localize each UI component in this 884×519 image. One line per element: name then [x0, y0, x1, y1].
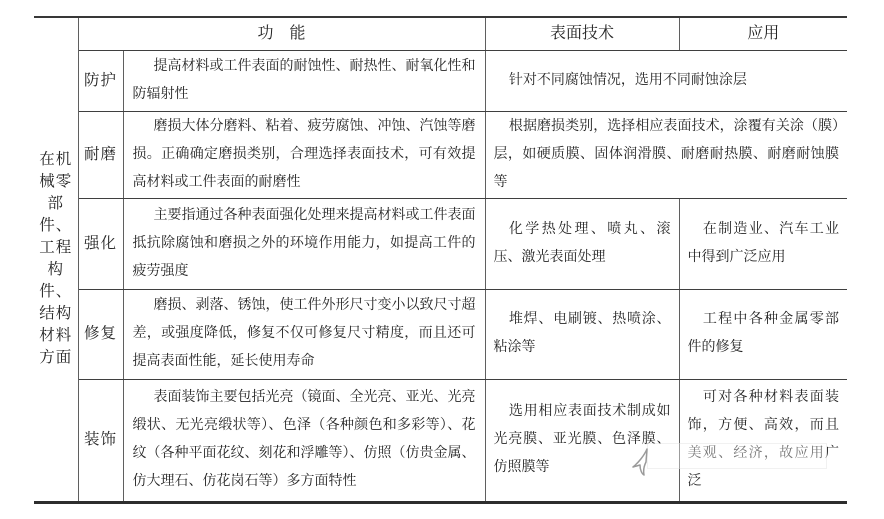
row-label: 强化 [78, 198, 123, 289]
row-label: 装饰 [78, 379, 123, 502]
group-label-line: 方面 [39, 349, 73, 367]
cell-function: 主要指通过各种表面强化处理来提高材料或工件表面抵抗除腐蚀和磨损之外的环境作用能力，如提高工件的疲劳强度 [123, 198, 485, 289]
cell-application: 在制造业、汽车工业中得到广泛应用 [679, 198, 847, 289]
cell-function: 表面装饰主要包括光亮（镜面、全光亮、亚光、光亮缎状、无光亮缎状等）、色泽（各种颜色和多彩等）、花纹（各种平面花纹、刻花和浮雕等）、仿照（仿贵金属、仿大理石、仿花岗石等）多方面特性 [123, 379, 485, 502]
cell-function: 提高材料或工件表面的耐蚀性、耐热性、耐氧化性和防辐射性 [123, 50, 485, 111]
cell-technology: 堆焊、电刷镀、热喷涂、粘涂等 [485, 289, 679, 379]
row-label: 耐磨 [78, 111, 123, 198]
cell-application: 可对各种材料表面装饰，方便、高效，而且美观、经济，故应用广泛 [679, 379, 847, 502]
table-row [34, 198, 847, 289]
group-label-line: 工程 [39, 239, 73, 257]
row-label: 防护 [78, 50, 123, 111]
cell-technology-application: 针对不同腐蚀情况，选用不同耐蚀涂层 [485, 50, 847, 111]
column-header-function: 功 能 [78, 17, 485, 50]
table-row [34, 289, 847, 379]
column-header-technology: 表面技术 [485, 17, 679, 50]
group-label-line: 构件、 [39, 261, 73, 301]
cell-function: 磨损、剥落、锈蚀，使工件外形尺寸变小以致尺寸超差，或强度降低，修复不仅可修复尺寸精度，而且还可提高表面性能，延长使用寿命 [123, 289, 485, 379]
group-label-line: 部件、 [39, 195, 73, 235]
group-label-line: 结构 [39, 305, 73, 323]
table-row [34, 50, 847, 111]
group-label-line: 械零 [39, 173, 73, 191]
group-label-line: 材料 [39, 327, 73, 345]
table-row [34, 17, 847, 50]
cell-application: 工程中各种金属零部件的修复 [679, 289, 847, 379]
table-row [34, 379, 847, 502]
cell-technology: 选用相应表面技术制成如光亮膜、亚光膜、色泽膜、仿照膜等 [485, 379, 679, 502]
column-header-application: 应用 [679, 17, 847, 50]
cell-function: 磨损大体分磨料、粘着、疲劳腐蚀、冲蚀、汽蚀等磨损。正确确定磨损类别，合理选择表面技术，可有效提高材料或工件表面的耐磨性 [123, 111, 485, 198]
surface-technology-table [34, 16, 847, 504]
row-group-label [34, 17, 78, 502]
cell-technology: 化学热处理、喷丸、滚压、激光表面处理 [485, 198, 679, 289]
group-label-line: 在机 [39, 151, 73, 169]
row-label: 修复 [78, 289, 123, 379]
table-row [34, 111, 847, 198]
cell-technology-application: 根据磨损类别，选择相应表面技术，涂覆有关涂（膜）层，如硬质膜、固体润滑膜、耐磨耐热膜、耐磨耐蚀膜等 [485, 111, 847, 198]
